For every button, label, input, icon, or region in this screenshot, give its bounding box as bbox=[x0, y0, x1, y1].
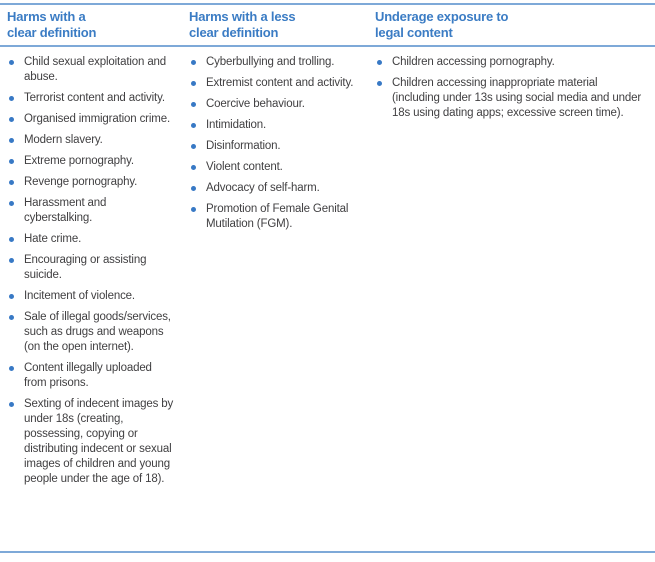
list-item bbox=[7, 196, 174, 226]
list-item-text: Advocacy of self-harm. bbox=[206, 182, 320, 194]
list-item-text: Encouraging or assisting suicide. bbox=[24, 254, 147, 281]
list-item-text: Harassment and cyberstalking. bbox=[24, 197, 107, 224]
harm-list bbox=[189, 55, 360, 232]
list-item bbox=[189, 118, 360, 133]
bullet-icon bbox=[9, 315, 14, 320]
list-item-text: Child sexual exploitation and abuse. bbox=[24, 56, 167, 83]
column-underage-exposure bbox=[375, 9, 647, 487]
column-clear-definition bbox=[7, 9, 174, 487]
list-item bbox=[189, 76, 360, 91]
list-item-text: Sale of illegal goods/services, such as drugs and weapons (on the open internet). bbox=[24, 311, 171, 353]
column-header bbox=[189, 9, 360, 41]
list-item bbox=[189, 202, 360, 232]
list-item bbox=[7, 91, 174, 106]
list-item bbox=[189, 139, 360, 154]
list-item-text: Terrorist content and activity. bbox=[24, 92, 165, 104]
bullet-icon bbox=[191, 60, 196, 65]
bullet-icon bbox=[191, 102, 196, 107]
bullet-icon bbox=[9, 96, 14, 101]
list-item bbox=[7, 133, 174, 148]
list-item bbox=[7, 154, 174, 169]
bottom-divider bbox=[0, 551, 655, 553]
list-item bbox=[7, 361, 174, 391]
list-item-text: Coercive behaviour. bbox=[206, 98, 305, 110]
bullet-icon bbox=[191, 144, 196, 149]
column-header-line1: Harms with a bbox=[7, 9, 86, 24]
list-item-text: Modern slavery. bbox=[24, 134, 103, 146]
column-header-line1: Underage exposure to bbox=[375, 9, 509, 24]
list-item-text: Children accessing pornography. bbox=[392, 56, 555, 68]
bullet-icon bbox=[9, 366, 14, 371]
list-item-text: Sexting of indecent images by under 18s (creating, possessing, copying or distributing indecent or sexual images of children and young people under the age of 18). bbox=[24, 398, 174, 485]
list-item-text: Violent content. bbox=[206, 161, 283, 173]
list-item-text: Revenge pornography. bbox=[24, 176, 138, 188]
list-item bbox=[7, 232, 174, 247]
list-item bbox=[7, 397, 174, 487]
list-item bbox=[7, 310, 174, 355]
list-item bbox=[189, 181, 360, 196]
column-header-line1: Harms with a less bbox=[189, 9, 296, 24]
bullet-icon bbox=[9, 117, 14, 122]
list-item bbox=[375, 55, 647, 70]
bullet-icon bbox=[9, 258, 14, 263]
bullet-icon bbox=[191, 81, 196, 86]
bullet-icon bbox=[9, 159, 14, 164]
list-item bbox=[7, 175, 174, 190]
list-item bbox=[189, 160, 360, 175]
list-item bbox=[189, 55, 360, 70]
list-item bbox=[7, 289, 174, 304]
column-header-line2: clear definition bbox=[189, 25, 279, 40]
list-item-text: Hate crime. bbox=[24, 233, 82, 245]
list-item-text: Intimidation. bbox=[206, 119, 267, 131]
list-item-text: Content illegally uploaded from prisons. bbox=[24, 362, 152, 389]
harm-list bbox=[375, 55, 647, 121]
bullet-icon bbox=[191, 123, 196, 128]
bullet-icon bbox=[9, 294, 14, 299]
bullet-icon bbox=[191, 165, 196, 170]
column-header-line2: legal content bbox=[375, 25, 453, 40]
top-divider bbox=[0, 3, 655, 5]
bullet-icon bbox=[9, 60, 14, 65]
list-item bbox=[7, 112, 174, 127]
bullet-icon bbox=[377, 81, 382, 86]
list-item bbox=[7, 253, 174, 283]
bullet-icon bbox=[9, 237, 14, 242]
list-item-text: Children accessing inappropriate material (including under 13s using social media and under 18s using dating apps; excessive screen time). bbox=[392, 77, 642, 119]
list-item-text: Incitement of violence. bbox=[24, 290, 135, 302]
list-item-text: Extreme pornography. bbox=[24, 155, 134, 167]
bullet-icon bbox=[9, 402, 14, 407]
list-item bbox=[375, 76, 647, 121]
list-item bbox=[189, 97, 360, 112]
list-item-text: Disinformation. bbox=[206, 140, 281, 152]
harms-table bbox=[7, 9, 647, 487]
bullet-icon bbox=[9, 201, 14, 206]
list-item-text: Extremist content and activity. bbox=[206, 77, 354, 89]
column-header-line2: clear definition bbox=[7, 25, 97, 40]
list-item bbox=[7, 55, 174, 85]
bullet-icon bbox=[377, 60, 382, 65]
column-less-clear-definition bbox=[189, 9, 360, 487]
bullet-icon bbox=[9, 180, 14, 185]
list-item-text: Organised immigration crime. bbox=[24, 113, 170, 125]
harm-list bbox=[7, 55, 174, 487]
column-header bbox=[7, 9, 174, 41]
bullet-icon bbox=[191, 207, 196, 212]
bullet-icon bbox=[9, 138, 14, 143]
list-item-text: Cyberbullying and trolling. bbox=[206, 56, 335, 68]
bullet-icon bbox=[191, 186, 196, 191]
list-item-text: Promotion of Female Genital Mutilation (FGM). bbox=[206, 203, 349, 230]
column-header bbox=[375, 9, 647, 41]
